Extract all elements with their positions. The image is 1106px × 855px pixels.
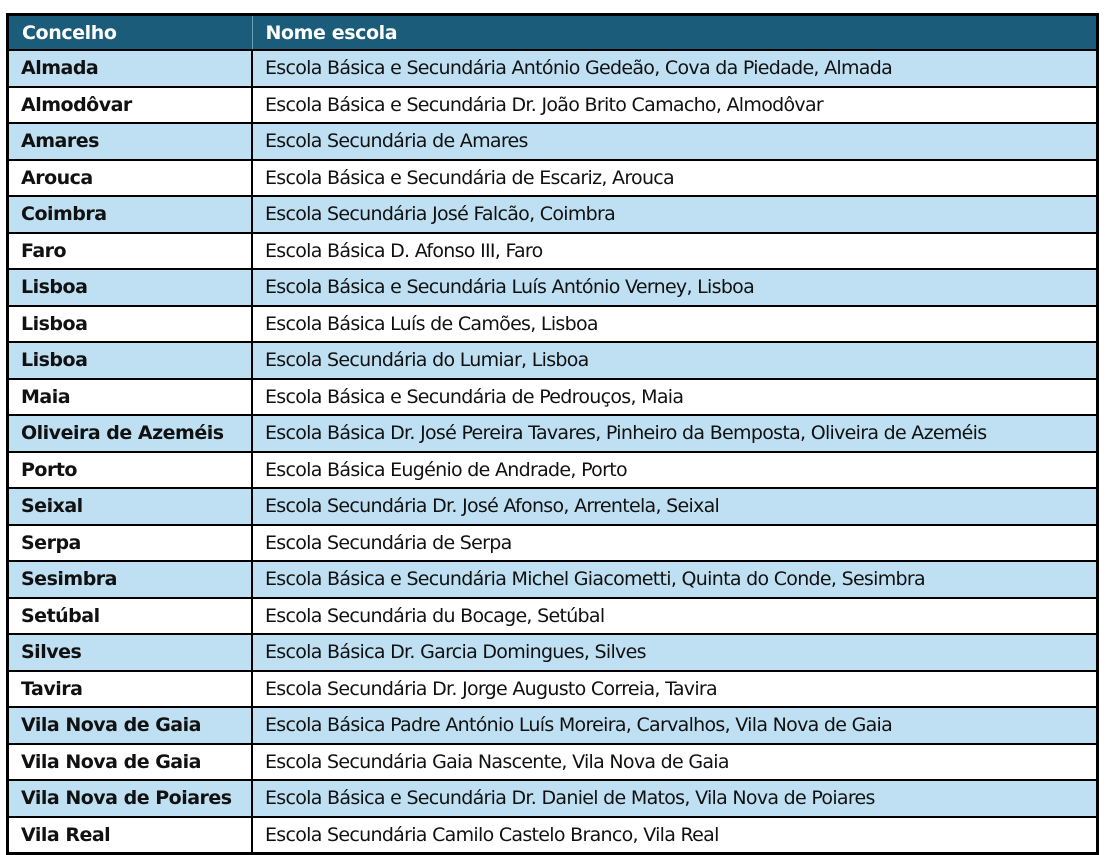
cell-nome-escola: Escola Básica Luís de Camões, Lisboa: [252, 306, 1096, 343]
table-row: [9, 707, 1096, 744]
cell-nome-escola: Escola Básica e Secundária Michel Giacometti, Quinta do Conde, Sesimbra: [252, 561, 1096, 598]
table-row: [9, 269, 1096, 306]
table-row: [9, 379, 1096, 416]
cell-nome-escola: Escola Básica Padre António Luís Moreira, Carvalhos, Vila Nova de Gaia: [252, 707, 1096, 744]
cell-concelho: Vila Nova de Gaia: [9, 707, 252, 744]
cell-concelho: Faro: [9, 233, 252, 270]
cell-nome-escola: Escola Secundária de Serpa: [252, 525, 1096, 562]
cell-nome-escola: Escola Secundária Camilo Castelo Branco, Vila Real: [252, 817, 1096, 853]
cell-concelho: Lisboa: [9, 342, 252, 379]
table-body: [9, 50, 1096, 852]
cell-concelho: Serpa: [9, 525, 252, 562]
cell-concelho: Lisboa: [9, 269, 252, 306]
cell-nome-escola: Escola Básica e Secundária de Escariz, Arouca: [252, 160, 1096, 197]
cell-nome-escola: Escola Básica e Secundária Luís António Verney, Lisboa: [252, 269, 1096, 306]
table-row: [9, 123, 1096, 160]
cell-nome-escola: Escola Secundária du Bocage, Setúbal: [252, 598, 1096, 635]
cell-nome-escola: Escola Básica Eugénio de Andrade, Porto: [252, 452, 1096, 489]
table-row: [9, 50, 1096, 87]
cell-concelho: Almada: [9, 50, 252, 87]
cell-concelho: Oliveira de Azeméis: [9, 415, 252, 452]
cell-nome-escola: Escola Secundária Dr. José Afonso, Arrentela, Seixal: [252, 488, 1096, 525]
table-row: [9, 196, 1096, 233]
cell-concelho: Arouca: [9, 160, 252, 197]
cell-nome-escola: Escola Secundária Gaia Nascente, Vila Nova de Gaia: [252, 744, 1096, 781]
cell-nome-escola: Escola Básica e Secundária Dr. João Brito Camacho, Almodôvar: [252, 87, 1096, 124]
table-row: [9, 671, 1096, 708]
table-header: [9, 16, 1096, 50]
schools-table-container: [6, 13, 1099, 855]
cell-concelho: Vila Real: [9, 817, 252, 853]
cell-concelho: Setúbal: [9, 598, 252, 635]
cell-concelho: Tavira: [9, 671, 252, 708]
cell-nome-escola: Escola Secundária de Amares: [252, 123, 1096, 160]
cell-concelho: Almodôvar: [9, 87, 252, 124]
table-row: [9, 634, 1096, 671]
table-row: [9, 744, 1096, 781]
cell-concelho: Seixal: [9, 488, 252, 525]
table-row: [9, 160, 1096, 197]
cell-concelho: Coimbra: [9, 196, 252, 233]
column-header-concelho: Concelho: [9, 16, 252, 50]
table-row: [9, 598, 1096, 635]
table-row: [9, 342, 1096, 379]
table-row: [9, 306, 1096, 343]
column-header-nome-escola: Nome escola: [252, 16, 1096, 50]
table-row: [9, 561, 1096, 598]
cell-concelho: Lisboa: [9, 306, 252, 343]
table-row: [9, 452, 1096, 489]
header-row: [9, 16, 1096, 50]
table-row: [9, 525, 1096, 562]
table-row: [9, 415, 1096, 452]
cell-nome-escola: Escola Básica D. Afonso III, Faro: [252, 233, 1096, 270]
cell-nome-escola: Escola Básica Dr. José Pereira Tavares, Pinheiro da Bemposta, Oliveira de Azeméis: [252, 415, 1096, 452]
cell-nome-escola: Escola Básica e Secundária de Pedrouços, Maia: [252, 379, 1096, 416]
schools-table: [9, 16, 1096, 852]
cell-nome-escola: Escola Secundária Dr. Jorge Augusto Correia, Tavira: [252, 671, 1096, 708]
cell-nome-escola: Escola Básica e Secundária António Gedeão, Cova da Piedade, Almada: [252, 50, 1096, 87]
cell-nome-escola: Escola Básica e Secundária Dr. Daniel de Matos, Vila Nova de Poiares: [252, 780, 1096, 817]
table-row: [9, 488, 1096, 525]
table-row: [9, 817, 1096, 853]
cell-concelho: Maia: [9, 379, 252, 416]
cell-concelho: Silves: [9, 634, 252, 671]
table-row: [9, 233, 1096, 270]
cell-nome-escola: Escola Básica Dr. Garcia Domingues, Silves: [252, 634, 1096, 671]
cell-concelho: Vila Nova de Gaia: [9, 744, 252, 781]
cell-concelho: Vila Nova de Poiares: [9, 780, 252, 817]
cell-nome-escola: Escola Secundária do Lumiar, Lisboa: [252, 342, 1096, 379]
cell-nome-escola: Escola Secundária José Falcão, Coimbra: [252, 196, 1096, 233]
cell-concelho: Amares: [9, 123, 252, 160]
table-row: [9, 87, 1096, 124]
cell-concelho: Sesimbra: [9, 561, 252, 598]
cell-concelho: Porto: [9, 452, 252, 489]
table-row: [9, 780, 1096, 817]
